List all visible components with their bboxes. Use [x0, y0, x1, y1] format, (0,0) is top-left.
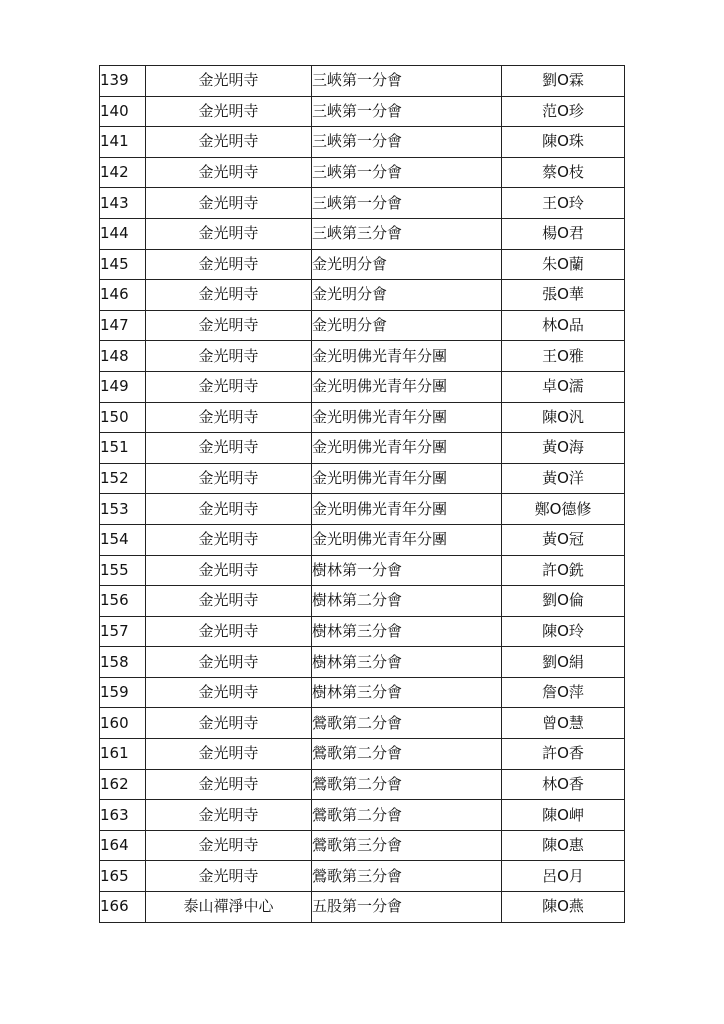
member-name-cell: 許O銑 — [502, 555, 625, 586]
branch-cell: 金光明佛光青年分團 — [312, 433, 502, 464]
table-row — [100, 249, 625, 280]
table-row — [100, 96, 625, 127]
table-row — [100, 494, 625, 525]
table-row — [100, 861, 625, 892]
table-row — [100, 524, 625, 555]
temple-cell: 金光明寺 — [146, 188, 312, 219]
branch-cell: 三峽第一分會 — [312, 157, 502, 188]
row-number-cell: 144 — [100, 218, 146, 249]
table-row — [100, 310, 625, 341]
branch-cell: 樹林第三分會 — [312, 616, 502, 647]
temple-cell: 金光明寺 — [146, 830, 312, 861]
row-number-cell: 139 — [100, 66, 146, 97]
member-name-cell: 鄭O德修 — [502, 494, 625, 525]
table-row — [100, 341, 625, 372]
row-number-cell: 156 — [100, 586, 146, 617]
temple-cell: 金光明寺 — [146, 66, 312, 97]
temple-cell: 金光明寺 — [146, 739, 312, 770]
member-name-cell: 詹O萍 — [502, 677, 625, 708]
row-number-cell: 165 — [100, 861, 146, 892]
member-name-cell: 陳O燕 — [502, 892, 625, 923]
row-number-cell: 149 — [100, 371, 146, 402]
branch-cell: 三峽第三分會 — [312, 218, 502, 249]
temple-cell: 金光明寺 — [146, 341, 312, 372]
row-number-cell: 160 — [100, 708, 146, 739]
branch-cell: 金光明分會 — [312, 280, 502, 311]
member-name-cell: 黃O洋 — [502, 463, 625, 494]
branch-cell: 金光明佛光青年分團 — [312, 494, 502, 525]
member-name-cell: 王O雅 — [502, 341, 625, 372]
table-row — [100, 66, 625, 97]
temple-cell: 金光明寺 — [146, 769, 312, 800]
row-number-cell: 163 — [100, 800, 146, 831]
branch-cell: 鶯歌第二分會 — [312, 769, 502, 800]
branch-cell: 樹林第二分會 — [312, 586, 502, 617]
member-name-cell: 林O品 — [502, 310, 625, 341]
member-name-cell: 陳O玲 — [502, 616, 625, 647]
temple-cell: 金光明寺 — [146, 524, 312, 555]
member-name-cell: 范O珍 — [502, 96, 625, 127]
branch-cell: 樹林第一分會 — [312, 555, 502, 586]
table-row — [100, 800, 625, 831]
member-table — [99, 65, 625, 923]
temple-cell: 金光明寺 — [146, 861, 312, 892]
temple-cell: 金光明寺 — [146, 800, 312, 831]
member-name-cell: 張O華 — [502, 280, 625, 311]
temple-cell: 金光明寺 — [146, 677, 312, 708]
temple-cell: 金光明寺 — [146, 616, 312, 647]
table-row — [100, 830, 625, 861]
row-number-cell: 154 — [100, 524, 146, 555]
temple-cell: 金光明寺 — [146, 433, 312, 464]
member-name-cell: 陳O岬 — [502, 800, 625, 831]
branch-cell: 三峽第一分會 — [312, 188, 502, 219]
row-number-cell: 157 — [100, 616, 146, 647]
member-name-cell: 楊O君 — [502, 218, 625, 249]
branch-cell: 鶯歌第二分會 — [312, 800, 502, 831]
row-number-cell: 140 — [100, 96, 146, 127]
temple-cell: 金光明寺 — [146, 249, 312, 280]
member-name-cell: 劉O倫 — [502, 586, 625, 617]
branch-cell: 三峽第一分會 — [312, 66, 502, 97]
row-number-cell: 161 — [100, 739, 146, 770]
row-number-cell: 146 — [100, 280, 146, 311]
table-row — [100, 616, 625, 647]
temple-cell: 金光明寺 — [146, 647, 312, 678]
row-number-cell: 162 — [100, 769, 146, 800]
member-name-cell: 林O香 — [502, 769, 625, 800]
row-number-cell: 166 — [100, 892, 146, 923]
member-name-cell: 曾O慧 — [502, 708, 625, 739]
row-number-cell: 155 — [100, 555, 146, 586]
branch-cell: 樹林第三分會 — [312, 677, 502, 708]
branch-cell: 金光明佛光青年分團 — [312, 341, 502, 372]
member-name-cell: 黃O海 — [502, 433, 625, 464]
branch-cell: 金光明佛光青年分團 — [312, 524, 502, 555]
table-row — [100, 586, 625, 617]
member-name-cell: 陳O惠 — [502, 830, 625, 861]
table-row — [100, 739, 625, 770]
table-row — [100, 402, 625, 433]
row-number-cell: 150 — [100, 402, 146, 433]
table-row — [100, 188, 625, 219]
table-row — [100, 127, 625, 158]
member-name-cell: 許O香 — [502, 739, 625, 770]
temple-cell: 金光明寺 — [146, 157, 312, 188]
temple-cell: 金光明寺 — [146, 96, 312, 127]
table-row — [100, 280, 625, 311]
branch-cell: 三峽第一分會 — [312, 127, 502, 158]
table-row — [100, 892, 625, 923]
temple-cell: 泰山禪淨中心 — [146, 892, 312, 923]
member-name-cell: 陳O珠 — [502, 127, 625, 158]
table-row — [100, 555, 625, 586]
branch-cell: 金光明佛光青年分團 — [312, 371, 502, 402]
temple-cell: 金光明寺 — [146, 280, 312, 311]
table-row — [100, 371, 625, 402]
row-number-cell: 147 — [100, 310, 146, 341]
branch-cell: 五股第一分會 — [312, 892, 502, 923]
branch-cell: 金光明佛光青年分團 — [312, 463, 502, 494]
member-name-cell: 卓O濡 — [502, 371, 625, 402]
table-row — [100, 218, 625, 249]
temple-cell: 金光明寺 — [146, 402, 312, 433]
row-number-cell: 145 — [100, 249, 146, 280]
branch-cell: 金光明分會 — [312, 310, 502, 341]
member-name-cell: 王O玲 — [502, 188, 625, 219]
table-row — [100, 769, 625, 800]
member-name-cell: 蔡O枝 — [502, 157, 625, 188]
branch-cell: 鶯歌第三分會 — [312, 830, 502, 861]
temple-cell: 金光明寺 — [146, 463, 312, 494]
temple-cell: 金光明寺 — [146, 708, 312, 739]
member-table-body — [100, 66, 625, 923]
row-number-cell: 141 — [100, 127, 146, 158]
row-number-cell: 164 — [100, 830, 146, 861]
table-row — [100, 433, 625, 464]
branch-cell: 三峽第一分會 — [312, 96, 502, 127]
temple-cell: 金光明寺 — [146, 218, 312, 249]
table-row — [100, 463, 625, 494]
table-row — [100, 157, 625, 188]
row-number-cell: 143 — [100, 188, 146, 219]
row-number-cell: 153 — [100, 494, 146, 525]
row-number-cell: 148 — [100, 341, 146, 372]
row-number-cell: 158 — [100, 647, 146, 678]
branch-cell: 鶯歌第二分會 — [312, 708, 502, 739]
branch-cell: 樹林第三分會 — [312, 647, 502, 678]
branch-cell: 鶯歌第二分會 — [312, 739, 502, 770]
row-number-cell: 159 — [100, 677, 146, 708]
temple-cell: 金光明寺 — [146, 127, 312, 158]
row-number-cell: 152 — [100, 463, 146, 494]
member-name-cell: 陳O汎 — [502, 402, 625, 433]
temple-cell: 金光明寺 — [146, 555, 312, 586]
branch-cell: 金光明佛光青年分團 — [312, 402, 502, 433]
row-number-cell: 151 — [100, 433, 146, 464]
branch-cell: 鶯歌第三分會 — [312, 861, 502, 892]
table-row — [100, 677, 625, 708]
member-name-cell: 劉O絹 — [502, 647, 625, 678]
branch-cell: 金光明分會 — [312, 249, 502, 280]
member-name-cell: 黃O冠 — [502, 524, 625, 555]
temple-cell: 金光明寺 — [146, 310, 312, 341]
row-number-cell: 142 — [100, 157, 146, 188]
member-name-cell: 劉O霖 — [502, 66, 625, 97]
temple-cell: 金光明寺 — [146, 586, 312, 617]
temple-cell: 金光明寺 — [146, 494, 312, 525]
table-row — [100, 708, 625, 739]
temple-cell: 金光明寺 — [146, 371, 312, 402]
member-name-cell: 呂O月 — [502, 861, 625, 892]
table-row — [100, 647, 625, 678]
member-name-cell: 朱O蘭 — [502, 249, 625, 280]
